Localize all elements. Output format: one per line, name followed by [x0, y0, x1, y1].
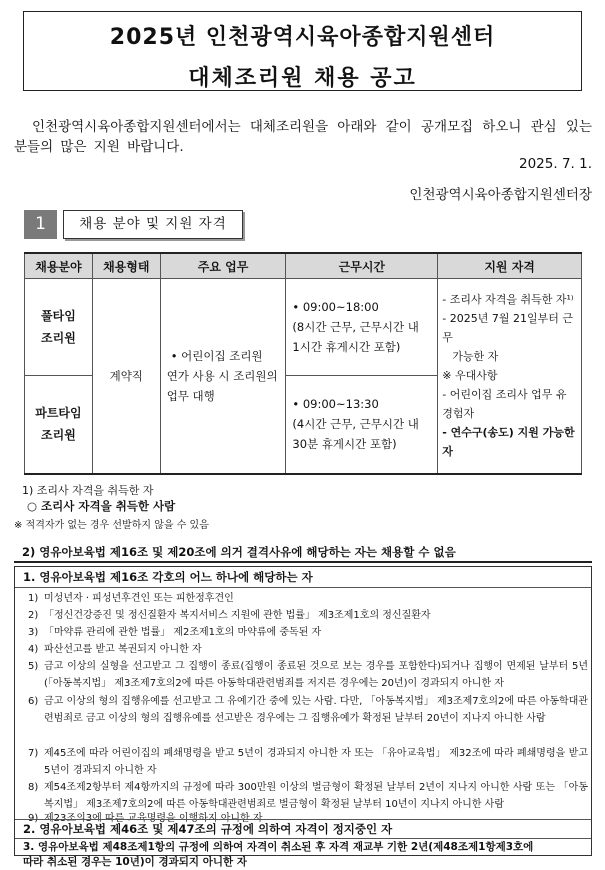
hours-fulltime-3: 1시간 휴게시간 포함) [292, 340, 401, 354]
intro-paragraph: 인천광역시육아종합지원센터에서는 대체조리원을 아래와 같이 공개모집 하오니 관심 있는 분들의 많은 지원 바랍니다. [14, 119, 592, 155]
field-parttime-line2: 조리원 [41, 428, 76, 443]
field-parttime-line1: 파트타임 [35, 406, 82, 421]
title-line-1: 2025년 인천광역시육아종합지원센터 [109, 25, 496, 50]
qual-5: - 어린이집 조리사 업무 유경험자 [442, 388, 567, 421]
item-number: 1) [28, 593, 39, 604]
divider [15, 819, 591, 820]
table-header-row [25, 253, 582, 279]
list-item [28, 745, 588, 779]
item-text: 파산선고를 받고 복권되지 아니한 자 [44, 644, 202, 655]
table-row [25, 279, 582, 376]
hours-fulltime [286, 279, 438, 376]
header-duty: 주요 업무 [160, 253, 286, 279]
field-parttime [25, 376, 93, 474]
item-text: 제54조제2항부터 제4항까지의 규정에 따라 300만원 이상의 벌금형이 확정된 날부터 2년이 지나지 아니한 사람 또는 「아동복지법」 제3조제7호의2에 따른 아동학대관련범죄로 벌금형이 확정된 날부터 10년이 지나지 아니한 사람 [44, 782, 588, 810]
recruitment-table [24, 252, 582, 475]
section-title: 채용 분야 및 지원 자격 [63, 210, 243, 239]
item-text: 금고 이상의 형의 집행유예를 선고받고 그 유예기간 중에 있는 사람. 다만, 「아동복지법」 제3조제7호의2에 따른 아동학대관련범죄로 금고 이상의 형의 집행유예를 선고받은 경우에는 그 집행유예가 확정된 날부터 20년이 지나지 아니한 사람 [44, 696, 588, 724]
disq-heading-3-line1: 3. 영유아보육법 제48조제1항의 규정에 의하여 자격이 취소된 후 자격 재교부 기한 2년(제48조제1항제3호에 [23, 841, 534, 853]
header-qualification: 지원 자격 [438, 253, 582, 279]
duty-line-2: 연가 사용 시 조리원의 [166, 368, 278, 383]
hours-fulltime-2: (8시간 근무, 근무시간 내 [292, 320, 419, 334]
hours-parttime [286, 376, 438, 474]
hours-parttime-2: (4시간 근무, 근무시간 내 [292, 417, 419, 432]
divider [14, 561, 592, 563]
title-box [23, 11, 582, 91]
item-number: 6) [28, 696, 39, 707]
item-number: 5) [28, 661, 39, 672]
header-type: 채용형태 [92, 253, 160, 279]
section-number: 1 [24, 210, 57, 239]
footnote-2: ○ 조리사 자격을 취득한 사람 [27, 499, 176, 513]
disq-heading-2: 2. 영유아보육법 제46조 및 제47조의 규정에 의하여 자격이 정지중인 자 [23, 822, 393, 836]
hours-fulltime-1: • 09:00~18:00 [292, 300, 379, 314]
disqualification-box [14, 566, 592, 868]
hours-parttime-3: 30분 휴게시간 포함) [292, 437, 397, 452]
divider [15, 838, 591, 839]
divider [15, 587, 591, 588]
qualification [438, 279, 582, 474]
list-item [28, 607, 588, 624]
item-text: 미성년자 · 피성년후견인 또는 피한정후견인 [44, 593, 234, 604]
qual-4: ※ 우대사항 [442, 369, 498, 383]
duty-line-1: • 어린이집 조리원 [170, 348, 263, 363]
issuer-name: 인천광역시육아종합지원센터장 [409, 187, 592, 203]
duty-line-3: 업무 대행 [166, 388, 215, 403]
footnote-1: 1) 조리사 자격을 취득한 자 [22, 484, 154, 497]
footnote-note: ※ 적격자가 없는 경우 선발하지 않을 수 있음 [14, 520, 209, 531]
employment-type: 계약직 [92, 279, 160, 474]
item-number: 8) [28, 782, 39, 793]
list-item [28, 624, 588, 641]
qual-3: 가능한 자 [452, 350, 499, 364]
header-field: 채용분야 [25, 253, 93, 279]
list-item [28, 641, 588, 658]
main-duty [160, 279, 286, 474]
header-hours: 근무시간 [286, 253, 438, 279]
disq-heading-3 [23, 840, 533, 870]
title-line-2: 대체조리원 채용 공고 [188, 66, 417, 91]
disq-heading-3-line2: 따라 취소된 경우는 10년)이 경과되지 아니한 자 [23, 856, 247, 868]
item-number: 4) [28, 644, 39, 655]
field-fulltime-line1: 풀타임 [41, 309, 76, 323]
item-text: 「마약류 관리에 관한 법률」 제2조제1호의 마약류에 중독된 자 [44, 627, 322, 638]
item-text: 제45조에 따라 어린이집의 폐쇄명령을 받고 5년이 경과되지 아니한 자 또는 「유아교육법」 제32조에 따라 폐쇄명령을 받고 5년이 경과되지 아니한 자 [44, 748, 588, 776]
item-text: 「정신건강증진 및 정신질환자 복지서비스 지원에 관한 법률」 제3조제1호의 정신질환자 [44, 610, 431, 621]
qual-2: - 2025년 7월 21일부터 근무 [442, 312, 573, 345]
list-item [28, 658, 588, 692]
section-2-title: 2) 영유아보육법 제16조 및 제20조에 의거 결격사유에 해당하는 자는 채용할 수 없음 [22, 545, 456, 559]
qual-6: - 연수구(송도) 지원 가능한 자 [442, 426, 575, 459]
field-fulltime [25, 279, 93, 376]
hours-parttime-1: • 09:00~13:30 [292, 397, 379, 412]
item-text: 금고 이상의 실형을 선고받고 그 집행이 종료(집행이 종료된 것으로 보는 경우를 포함한다)되거나 집행이 면제된 날부터 5년(「아동복지법」 제3조제7호의2에 따른 아동학대관련범죄를 저지른 경우에는 20년)이 경과되지 아니한 자 [44, 661, 588, 689]
item-number: 3) [28, 627, 39, 638]
qual-1: - 조리사 자격을 취득한 자¹⁾ [442, 293, 574, 307]
list-item [28, 693, 588, 727]
list-item [28, 779, 588, 813]
item-number: 2) [28, 610, 39, 621]
announcement-date: 2025. 7. 1. [519, 156, 592, 172]
item-number: 7) [28, 748, 39, 759]
list-item [28, 590, 588, 607]
field-fulltime-line2: 조리원 [41, 331, 76, 345]
disq-heading-1: 1. 영유아보육법 제16조 각호의 어느 하나에 해당하는 자 [23, 570, 313, 584]
